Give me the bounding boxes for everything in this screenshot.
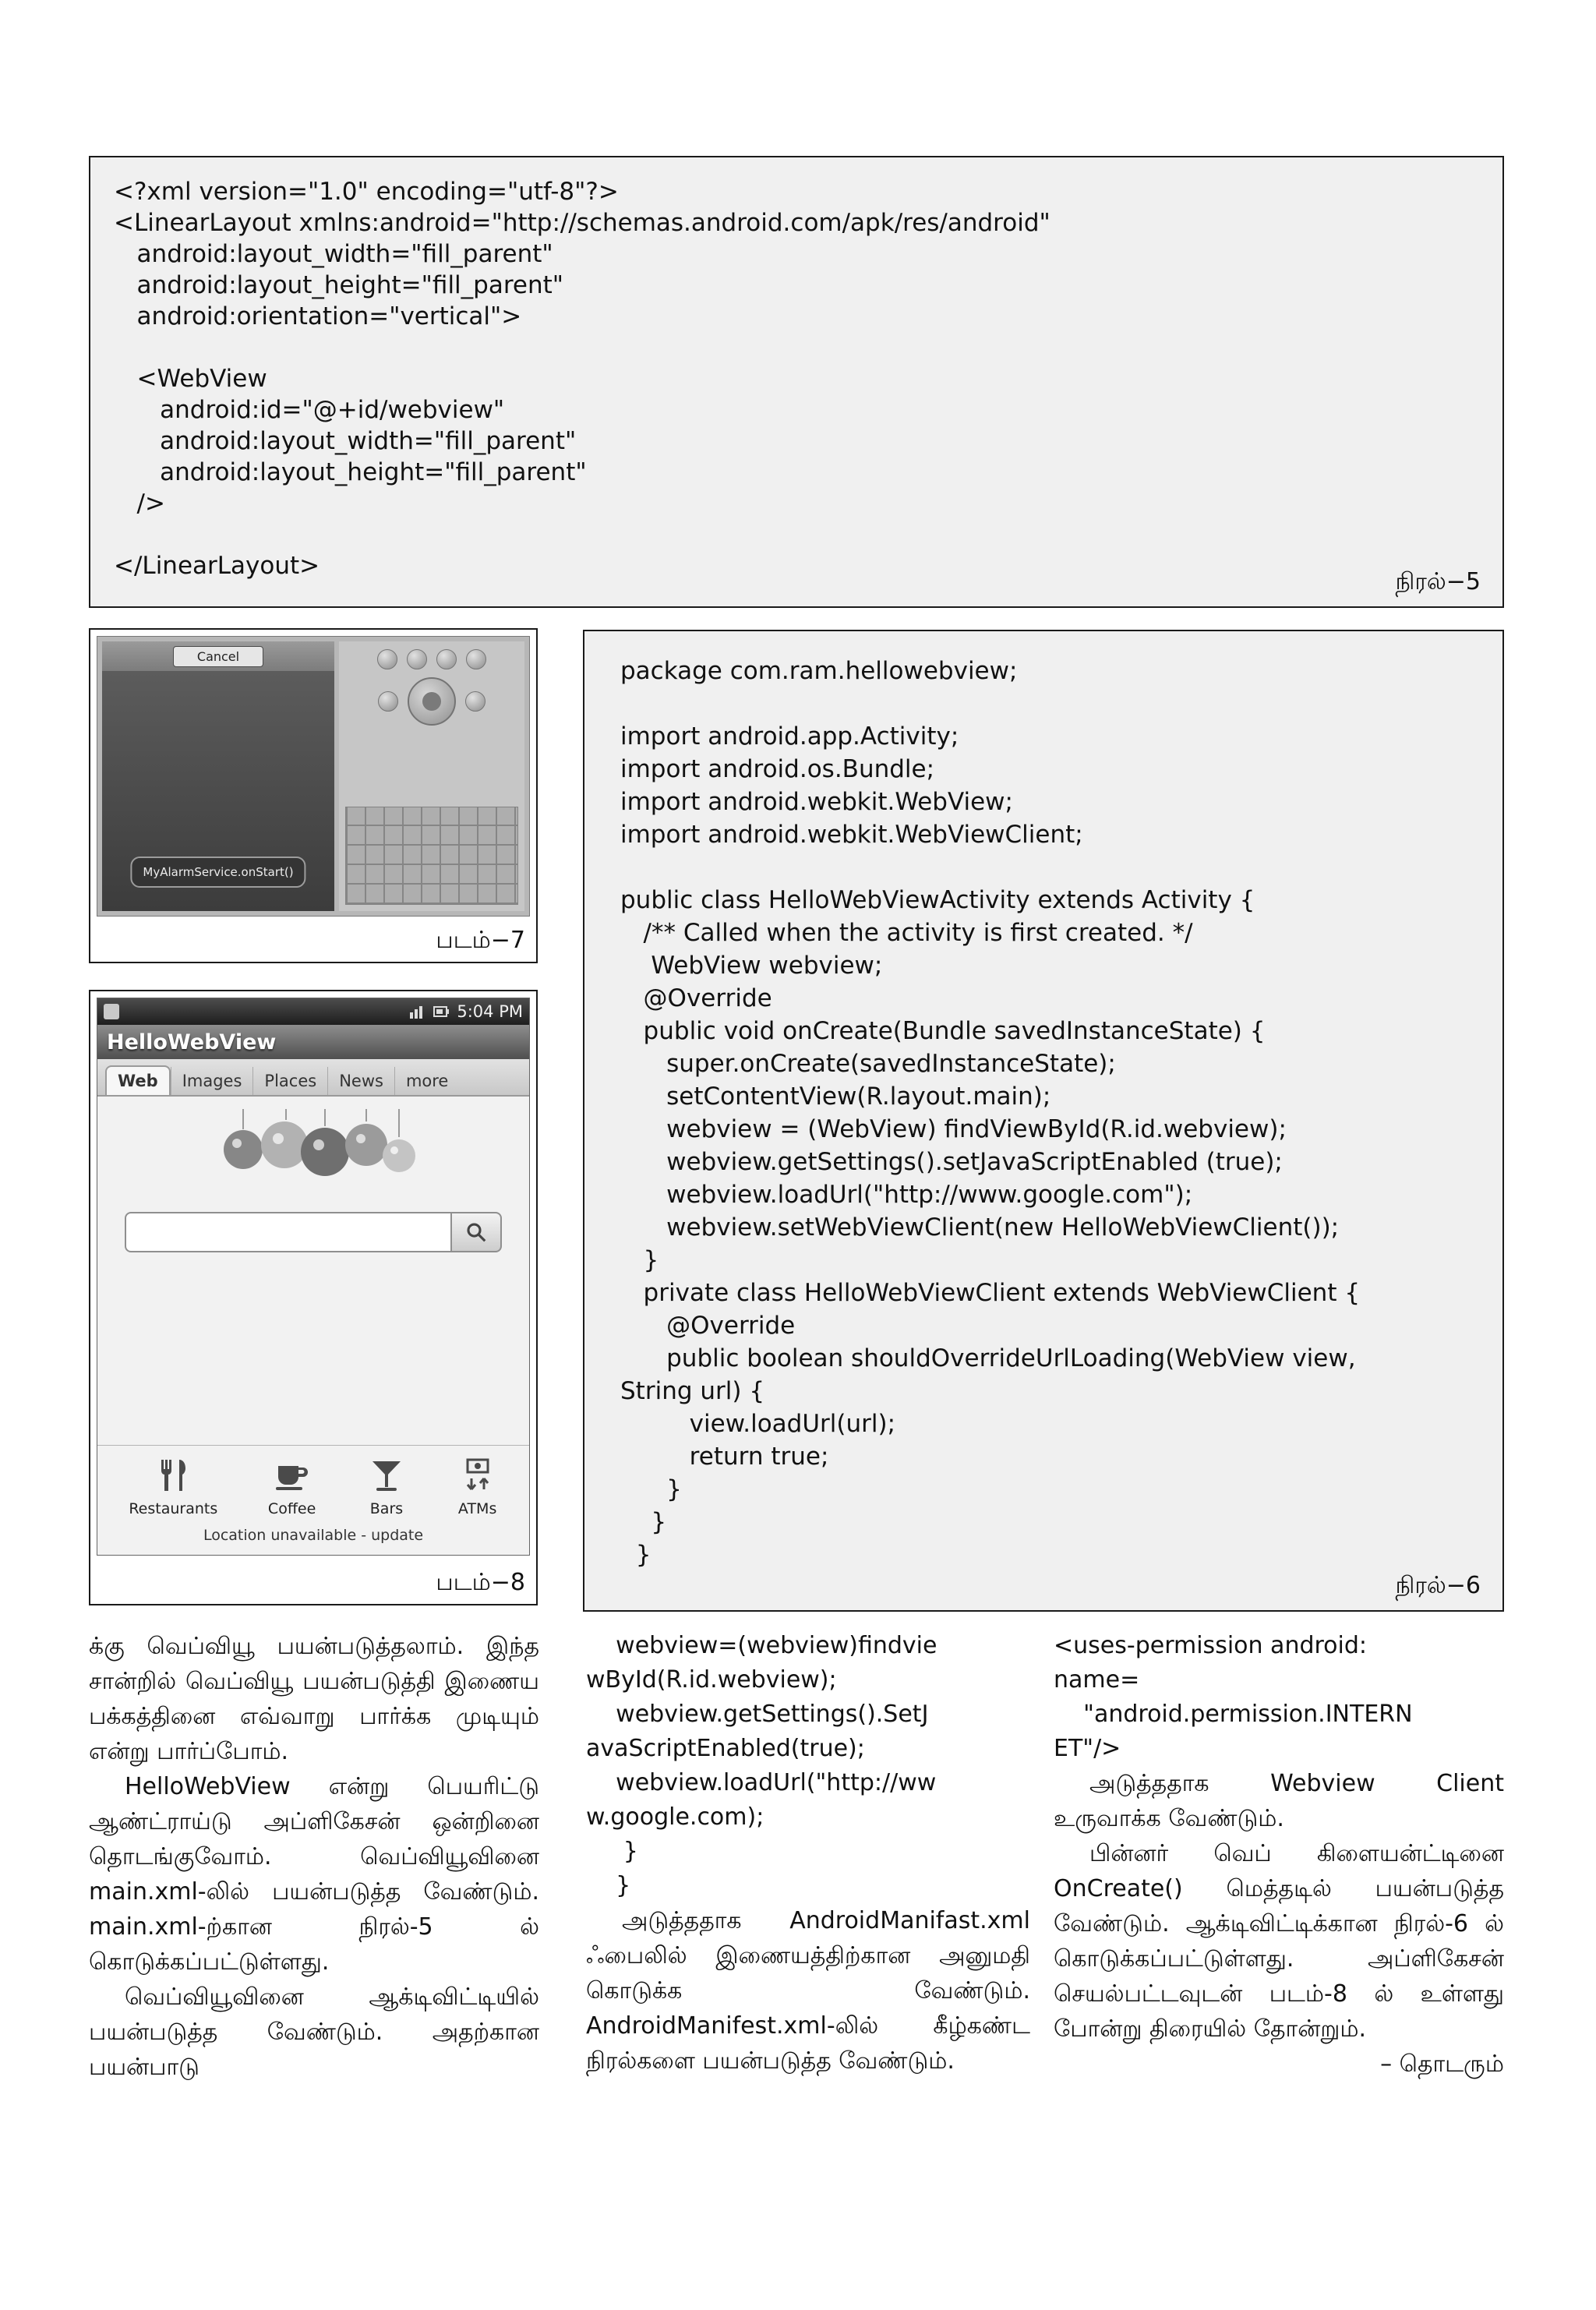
code-line: android:orientation="vertical"> (114, 302, 522, 330)
article-column-1 (89, 1629, 539, 2085)
code-line: android:id="@+id/webview" (114, 396, 505, 424)
code-line: webview.loadUrl("http://www.google.com"); (620, 1181, 1193, 1209)
search-row (97, 1212, 529, 1252)
java-activity-listing (583, 630, 1504, 1612)
coffee-icon (272, 1455, 312, 1496)
emulator-control-panel (339, 641, 524, 911)
tab-places: Places (252, 1067, 327, 1095)
to-be-continued-note: – தொடரும் (1380, 2050, 1504, 2078)
search-button (452, 1212, 502, 1252)
code-line: String url) { (620, 1377, 765, 1405)
code-line: import android.app.Activity; (620, 722, 959, 751)
paragraph: பின்னர் வெப் கிளையன்ட்டினை OnCreate() மெத்தடில் பயன்படுத்த வேண்டும். ஆக்டிவிட்டிக்கான நிரல்-6 ல் கொடுக்கப்பட்டுள்ளது. அப்ளிகேசன் செயல்பட்டவுடன் படம்-8 ல் உள்ளது போன்று திரையில் தோன்றும். (1054, 1840, 1504, 2043)
code-line: <WebView (114, 365, 267, 393)
code-line: android:layout_height="fill_parent" (114, 458, 587, 486)
google-mobile-page (97, 1059, 529, 1555)
code-line: "android.permission.INTERN (1054, 1701, 1413, 1728)
paragraph: க்கு வெப்வியூ பயன்படுத்தலாம். இந்த சான்றில் வெப்வியூ பயன்படுத்தி இணைய பக்கத்தினை எவ்வாறு பார்க்க முடியும் என்று பார்ப்போம். (89, 1633, 539, 1765)
tab-images: Images (171, 1067, 253, 1095)
cancel-button: Cancel (173, 646, 263, 667)
code-line: import android.webkit.WebViewClient; (620, 821, 1083, 849)
shortcut-label: Bars (369, 1500, 404, 1517)
figure-7-label: படம்−7 (436, 927, 525, 954)
inline-code-snippet (586, 1629, 1030, 1903)
code-line: /> (114, 489, 165, 517)
code-line: } (586, 1872, 631, 1899)
restaurants-icon (153, 1455, 193, 1496)
google-doodle-logo (196, 1109, 430, 1203)
listing-6-label: நிரல்−6 (1395, 1572, 1481, 1599)
code-line: android:layout_height="fill_parent" (114, 271, 564, 299)
hardware-button-icon (377, 649, 397, 669)
code-line: import android.os.Bundle; (620, 755, 935, 783)
hardware-button-row (339, 649, 524, 669)
code-line: } (620, 1508, 667, 1536)
tab-more: more (394, 1067, 459, 1095)
google-tab-bar (97, 1059, 529, 1097)
app-title-bar (97, 1025, 529, 1059)
code-line: WebView webview; (620, 952, 883, 980)
hardware-button-icon (466, 649, 486, 669)
article-column-2 (586, 1629, 1030, 2079)
dpad-icon (408, 677, 456, 726)
code-line: wById(R.id.webview); (586, 1666, 837, 1694)
app-title: HelloWebView (107, 1030, 277, 1054)
emulator-window (97, 636, 530, 917)
code-line: public boolean shouldOverrideUrlLoading(WebView view, (620, 1344, 1356, 1372)
atms-icon (457, 1455, 498, 1496)
code-line: <?xml version="1.0" encoding="utf-8"?> (114, 178, 619, 206)
code-line: webview.getSettings().SetJ (586, 1701, 929, 1728)
code-line: avaScriptEnabled(true); (586, 1735, 865, 1762)
emulator-keyboard (345, 807, 518, 905)
screen-top-bar (102, 641, 334, 671)
bars-icon (366, 1455, 407, 1496)
dpad-row (339, 677, 524, 726)
figure-8-phone-screenshot (89, 990, 538, 1605)
hardware-button-icon (465, 691, 486, 712)
paragraph: அடுத்ததாக AndroidManifast.xml ஃபைலில் இணையத்திற்கான அனுமதி கொடுக்க வேண்டும். AndroidManifest.xml-லில் கீழ்கண்ட நிரல்களை பயன்படுத்த வேண்டும். (586, 1907, 1030, 2075)
code-line (114, 332, 1479, 363)
phone-screen (97, 998, 530, 1556)
code-line: @Override (620, 1312, 796, 1340)
code-line: webview.setWebViewClient(new HelloWebViewClient()); (620, 1213, 1340, 1242)
shortcut-label: ATMs (457, 1500, 497, 1517)
article-column-3 (1054, 1629, 1504, 2082)
code-line: public void onCreate(Bundle savedInstanceState) { (620, 1017, 1266, 1045)
code-line: } (620, 1246, 659, 1274)
code-line: webview.loadUrl("http://ww (586, 1769, 937, 1796)
code-line: </LinearLayout> (114, 552, 320, 580)
shortcut-coffee (268, 1455, 316, 1517)
hardware-button-icon (407, 649, 427, 669)
code-line (620, 851, 1490, 884)
code-text (620, 655, 1490, 1571)
shortcut-bars (366, 1455, 407, 1517)
code-line: } (586, 1838, 638, 1865)
hardware-button-icon (436, 649, 457, 669)
paragraph: வெப்வியூவினை ஆக்டிவிட்டியில் பயன்படுத்த வேண்டும். அதற்கான பயன்பாடு (89, 1983, 539, 2081)
code-line: webview.getSettings().setJavaScriptEnabled (true); (620, 1148, 1283, 1176)
code-line: package com.ram.hellowebview; (620, 657, 1018, 685)
paragraph: HelloWebView என்று பெயரிட்டு ஆண்ட்ராய்டு அப்ளிகேசன் ஒன்றினை தொடங்குவோம். வெப்வியூவினை main.xml-லில் பயன்படுத்த வேண்டும். main.xml-ற்கான நிரல்-5 ல் கொடுக்கப்பட்டுள்ளது. (89, 1773, 539, 1976)
code-line: public class HelloWebViewActivity extends Activity { (620, 886, 1255, 914)
signal-icon (408, 1003, 425, 1020)
code-line: <uses-permission android: (1054, 1632, 1368, 1659)
hardware-button-icon (378, 691, 398, 712)
code-line (114, 519, 1479, 550)
emulator-screen (102, 641, 334, 911)
code-line: webview=(webview)findvie (586, 1632, 937, 1659)
code-line: import android.webkit.WebView; (620, 788, 1013, 816)
xml-layout-listing (89, 156, 1504, 608)
code-line: setContentView(R.layout.main); (620, 1083, 1051, 1111)
figure-8-label: படம்−8 (436, 1569, 525, 1596)
code-line: <LinearLayout xmlns:android="http://schemas.android.com/apk/res/android" (114, 209, 1050, 237)
status-time: 5:04 PM (457, 1002, 523, 1021)
search-icon (464, 1220, 488, 1244)
battery-icon (432, 1003, 450, 1020)
figure-7-emulator-screenshot (89, 628, 538, 963)
code-line: name= (1054, 1666, 1140, 1694)
paragraph: அடுத்ததாக Webview Client உருவாக்க வேண்டும். (1054, 1770, 1504, 1832)
shortcut-atms (457, 1455, 498, 1517)
code-line: android:layout_width="fill_parent" (114, 240, 553, 268)
code-line: /** Called when the activity is first created. */ (620, 919, 1193, 947)
search-input (125, 1212, 452, 1252)
code-line: w.google.com); (586, 1803, 764, 1831)
code-line: view.loadUrl(url); (620, 1410, 896, 1438)
shortcut-label: Restaurants (129, 1500, 218, 1517)
code-line: return true; (620, 1443, 829, 1471)
notification-icon (104, 1004, 119, 1019)
code-line: } (620, 1541, 651, 1569)
service-toast: MyAlarmService.onStart() (130, 857, 305, 888)
code-line: android:layout_width="fill_parent" (114, 427, 577, 455)
listing-5-label: நிரல்−5 (1395, 568, 1481, 595)
code-line: super.onCreate(savedInstanceState); (620, 1050, 1116, 1078)
shortcut-row (97, 1445, 529, 1521)
code-line: @Override (620, 984, 772, 1012)
code-line: } (620, 1475, 682, 1503)
shortcut-label: Coffee (267, 1500, 316, 1517)
code-line: webview = (WebView) findViewById(R.id.webview); (620, 1115, 1287, 1143)
code-line: ET"/> (1054, 1735, 1121, 1762)
code-line: private class HelloWebViewClient extends WebViewClient { (620, 1279, 1361, 1307)
shortcut-restaurants (129, 1455, 217, 1517)
location-note: Location unavailable - update (203, 1527, 424, 1544)
tab-news: News (327, 1067, 394, 1095)
tab-web: Web (105, 1065, 171, 1095)
code-line (620, 687, 1490, 720)
code-text (114, 176, 1479, 581)
inline-code-snippet (1054, 1629, 1504, 1766)
status-bar (97, 998, 529, 1025)
